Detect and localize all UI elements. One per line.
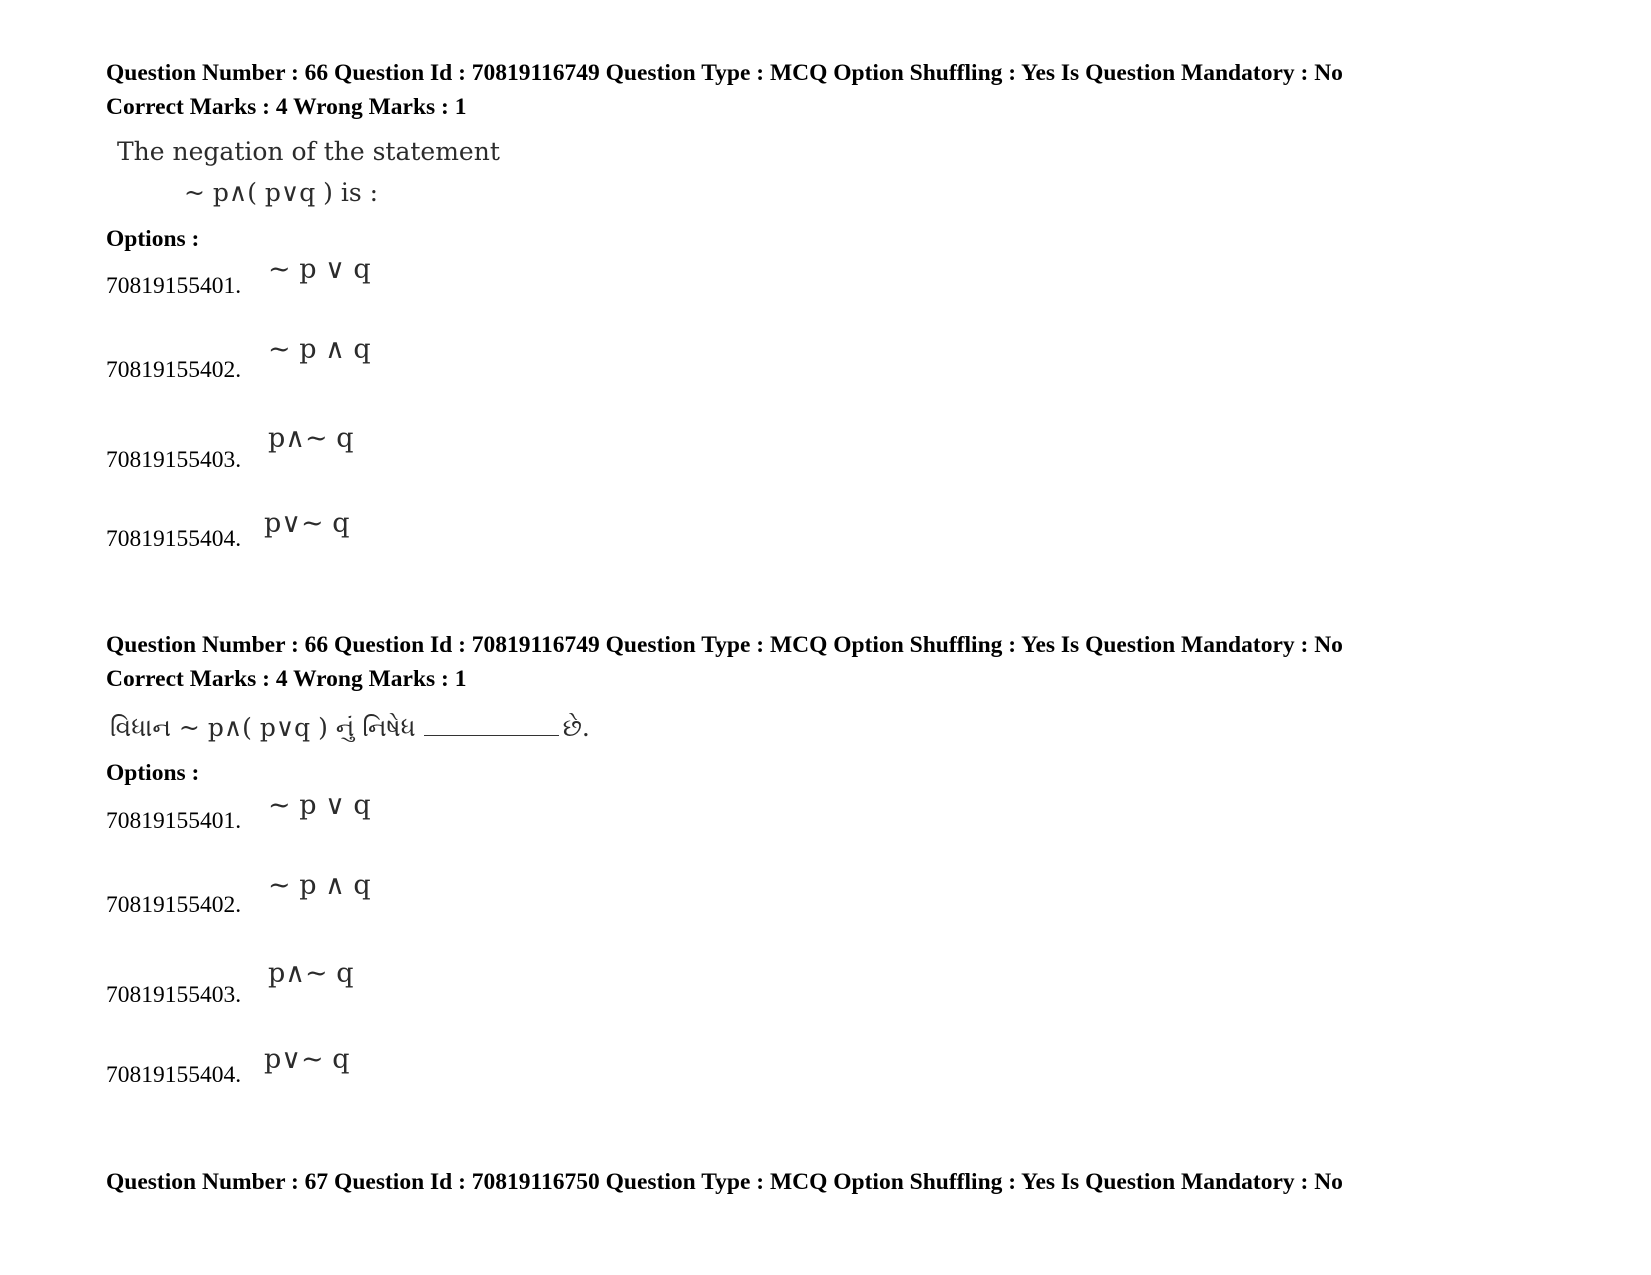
question-text-after-blank: છે. (562, 713, 590, 742)
option-expression[interactable]: p∨~ q (264, 508, 350, 539)
options-label: Options : (106, 226, 200, 252)
marks-line: Correct Marks : 4 Wrong Marks : 1 (106, 666, 467, 692)
question-text-gujarati (110, 713, 590, 743)
option-expression[interactable]: ~ p ∧ q (268, 870, 371, 901)
question-header: Question Number : 67 Question Id : 70819116750 Question Type : MCQ Option Shuffling : Yes Is Question Mandatory : No (106, 1169, 1343, 1195)
option-expression[interactable]: ~ p ∨ q (268, 254, 371, 285)
option-id[interactable]: 70819155401. (106, 273, 242, 299)
question-header: Question Number : 66 Question Id : 70819116749 Question Type : MCQ Option Shuffling : Yes Is Question Mandatory : No (106, 632, 1343, 658)
option-expression[interactable]: p∧~ q (268, 958, 354, 989)
option-id[interactable]: 70819155404. (106, 526, 242, 552)
question-header: Question Number : 66 Question Id : 70819116749 Question Type : MCQ Option Shuffling : Yes Is Question Mandatory : No (106, 60, 1343, 86)
question-expression: ~ p∧( p∨q ) is : (184, 178, 379, 207)
marks-line: Correct Marks : 4 Wrong Marks : 1 (106, 94, 467, 120)
option-id[interactable]: 70819155403. (106, 982, 242, 1008)
options-label: Options : (106, 760, 200, 786)
option-id[interactable]: 70819155404. (106, 1062, 242, 1088)
question-text: The negation of the statement (117, 137, 500, 166)
option-id[interactable]: 70819155401. (106, 808, 242, 834)
option-expression[interactable]: ~ p ∨ q (268, 790, 371, 821)
question-text-before-blank: વિધાન ~ p∧( p∨q ) નું નિષેધ (110, 713, 416, 742)
option-expression[interactable]: p∨~ q (264, 1044, 350, 1075)
option-expression[interactable]: ~ p ∧ q (268, 334, 371, 365)
option-expression[interactable]: p∧~ q (268, 423, 354, 454)
fill-in-blank (424, 735, 559, 736)
option-id[interactable]: 70819155402. (106, 357, 242, 383)
option-id[interactable]: 70819155403. (106, 447, 242, 473)
option-id[interactable]: 70819155402. (106, 892, 242, 918)
